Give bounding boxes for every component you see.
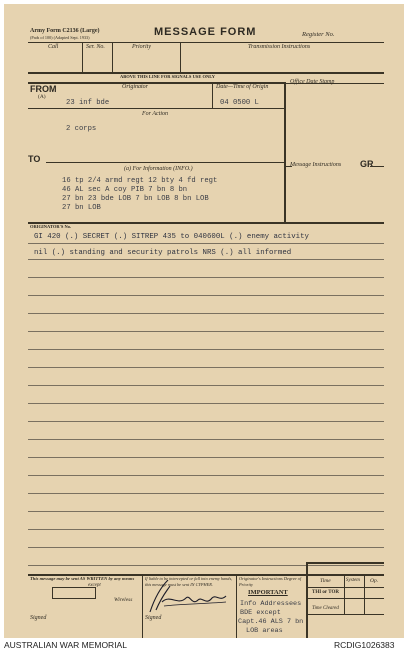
date-time-value: 04 0500 L <box>220 99 259 107</box>
form-title: MESSAGE FORM <box>154 26 257 38</box>
message-form <box>4 4 404 638</box>
originators-no-label: ORIGINATOR'S No. <box>30 224 72 229</box>
important-label: IMPORTANT <box>248 589 288 596</box>
message-instructions-label: Message Instructions <box>290 162 342 168</box>
army-form-sub: (Pads of 100) (Adapted Sept. 1933) <box>30 35 90 40</box>
message-line-1: GI 420 (.) SECRET (.) SITREP 435 to 040600L (.) enemy activity <box>34 233 309 241</box>
time-cleared-label: Time Cleared <box>312 606 339 611</box>
time-label: Time <box>320 578 331 584</box>
from-label: FROM <box>30 84 57 94</box>
for-action-value: 2 corps <box>66 125 97 133</box>
signed-label: Signed <box>30 615 47 621</box>
info-line-3: 27 bn 23 bde LOB 7 bn LOB 8 bn LOB <box>62 195 209 203</box>
info-line-4: 27 bn LOB <box>62 204 101 212</box>
orig-instr-line-4: LOB areas <box>246 627 283 635</box>
message-line-2: nil (.) standing and security patrols NRS (.) all informed <box>34 249 292 257</box>
orig-instr-line-1: Info Addressees <box>240 600 302 608</box>
footer-wireless: Wireless <box>114 597 133 603</box>
orig-instr-line-3: Capt.46 ALS 7 bn <box>238 618 304 626</box>
army-form-label: Army Form C2136 (Large) <box>30 28 100 34</box>
thi-tor-label: THI or TOR <box>312 590 339 595</box>
handwritten-signature <box>142 576 232 616</box>
footer-liable-note: If liable to be intercepted or fall into enemy hands, this message must be sent IN CYPHER. <box>145 576 233 587</box>
to-label: TO <box>28 154 41 164</box>
call-label: Call <box>48 44 59 50</box>
office-date-stamp-label: Office Date Stamp <box>290 79 335 85</box>
register-no-label: Register No. <box>302 31 335 38</box>
for-action-label: For Action <box>142 111 169 117</box>
for-info-label: (a) For Information (INFO.) <box>124 166 193 172</box>
originator-value: 23 inf bde <box>66 99 110 107</box>
transmission-label: Transmission Instructions <box>248 44 311 50</box>
orig-instr-line-2: BDE except <box>240 609 281 617</box>
originator-label: Originator <box>122 84 149 90</box>
system-label: System <box>346 578 360 583</box>
from-a: (A) <box>38 94 46 100</box>
priority-label: Priority <box>132 44 151 50</box>
signed2-label: Signed <box>145 615 162 621</box>
op-label: Op. <box>370 578 379 584</box>
archive-institution: AUSTRALIAN WAR MEMORIAL <box>4 640 127 650</box>
archive-reference: RCDIG1026383 <box>334 640 395 650</box>
footer-box <box>52 587 96 599</box>
date-time-label: Date—Time of Origin <box>216 84 269 90</box>
info-line-2: 46 AL sec A coy PIB 7 bn 8 bn <box>62 186 188 194</box>
orig-instr-label: Originator's Instructions Degree of Priority <box>239 576 302 587</box>
footer-left-note: This message may be sent AS WRITTEN by any means <box>30 576 135 581</box>
signals-note: ABOVE THIS LINE FOR SIGNALS USE ONLY <box>120 74 216 79</box>
footer-except: except <box>88 583 101 588</box>
ser-no-label: Ser. No. <box>86 44 105 50</box>
gr-label: GR <box>360 159 374 169</box>
info-line-1: 16 tp 2/4 armd regt 12 bty 4 fd regt <box>62 177 218 185</box>
